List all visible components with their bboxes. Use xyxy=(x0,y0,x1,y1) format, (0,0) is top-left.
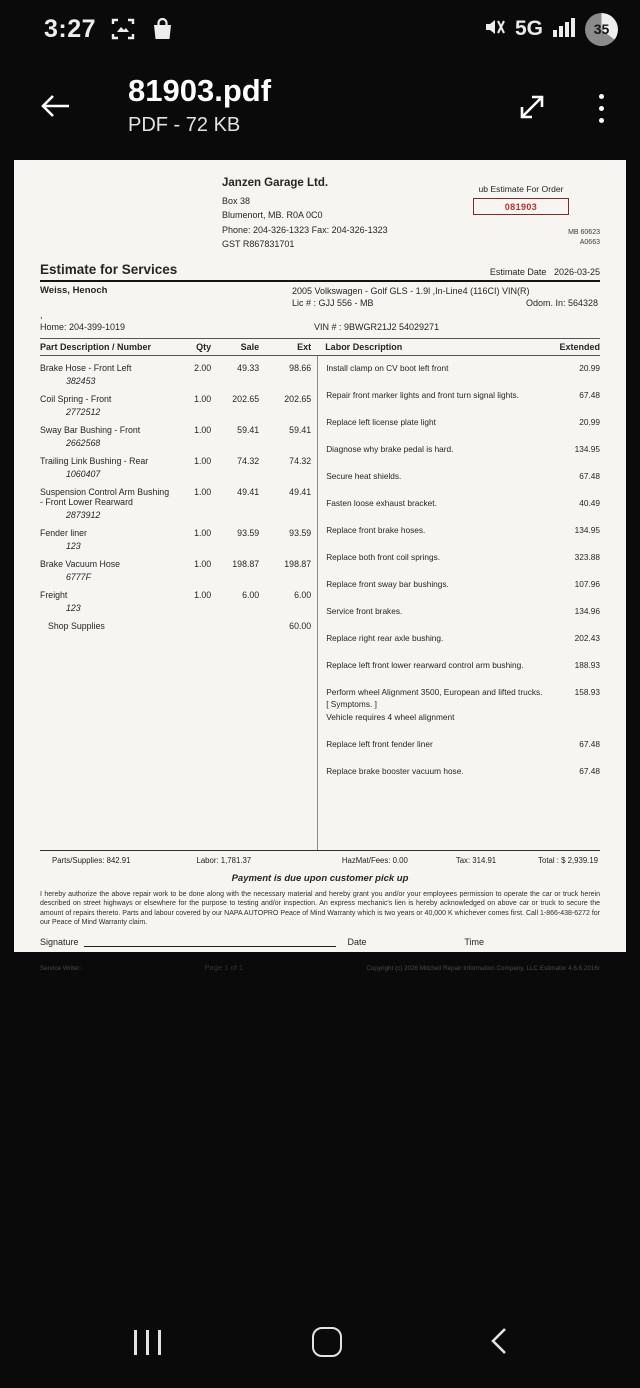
table-body xyxy=(40,356,600,850)
back-arrow-icon xyxy=(39,91,73,121)
pdf-viewer-header xyxy=(0,58,640,158)
part-qty xyxy=(175,621,211,631)
labor-ext: 134.96 xyxy=(574,605,600,616)
part-name: Suspension Control Arm Bushing - Front Lower Rearward xyxy=(40,486,170,507)
part-sale: 59.41 xyxy=(237,424,260,435)
back-button[interactable] xyxy=(36,86,76,126)
labor-desc: Install clamp on CV boot left front xyxy=(326,362,449,373)
col-part-description: Part Description / Number xyxy=(40,341,152,352)
part-name: Freight xyxy=(40,589,68,600)
part-ext: 6.00 xyxy=(294,589,312,600)
recents-icon-bar xyxy=(158,1330,161,1355)
signature-row xyxy=(40,937,600,947)
vehicle-odometer: Odom. In: 564328 xyxy=(525,297,598,308)
labor-desc-text: Perform wheel Alignment 3500, European and lifted trucks. xyxy=(326,686,543,697)
back-chevron-icon xyxy=(486,1325,512,1357)
customer-name: Weiss, Henoch xyxy=(40,284,108,296)
estimate-date xyxy=(490,267,600,277)
expand-icon xyxy=(514,89,550,125)
labor-desc: Repair front marker lights and front turn signal lights. xyxy=(326,389,519,400)
labor-symptoms: [ Symptoms. ] xyxy=(326,699,377,709)
total-tax-label: Tax: xyxy=(455,855,471,865)
grand-total xyxy=(538,856,598,865)
labor-ext: 202.43 xyxy=(574,632,600,643)
dot xyxy=(599,106,604,111)
labor-row xyxy=(318,498,600,509)
garage-name: Janzen Garage Ltd. xyxy=(222,177,329,189)
labor-ext: 67.48 xyxy=(579,389,600,400)
part-name: Shop Supplies xyxy=(48,620,105,631)
labor-desc: Replace front brake hoses. xyxy=(326,524,426,535)
document-title: 81903.pdf xyxy=(128,73,272,108)
copyright-text: Copyright (c) 2026 Mitchell Repair Information Company, LLC Estimator 4.6.6.2016r xyxy=(366,964,600,972)
labor-ext: 40.49 xyxy=(579,497,600,508)
labor-desc: Replace left license plate light xyxy=(326,416,436,427)
labor-ext: 67.48 xyxy=(579,765,600,776)
labor-ext: 67.48 xyxy=(579,470,600,481)
part-name: Coil Spring - Front xyxy=(40,393,112,404)
part-row xyxy=(40,590,317,600)
labor-ext: 134.95 xyxy=(574,443,600,454)
overflow-menu-button[interactable] xyxy=(588,86,614,130)
signature-label: Signature xyxy=(40,936,79,947)
part-sale: 202.65 xyxy=(232,393,260,404)
labor-row xyxy=(318,766,600,777)
grand-total-value: $ 2,939.19 xyxy=(561,855,598,865)
part-sale: 74.32 xyxy=(237,455,260,466)
part-sale: 49.33 xyxy=(237,362,260,373)
labor-row xyxy=(318,739,600,750)
parts-column xyxy=(40,356,318,850)
battery-indicator xyxy=(585,13,618,46)
part-qty: 1.00 xyxy=(194,486,212,497)
part-row xyxy=(40,456,317,466)
part-number: 2873912 xyxy=(66,509,101,520)
order-refs xyxy=(442,228,600,248)
labor-row xyxy=(318,660,600,671)
pdf-page[interactable] xyxy=(14,160,626,972)
part-row xyxy=(40,528,317,538)
part-row xyxy=(40,559,317,569)
customer-address: , xyxy=(40,309,43,320)
labor-note: Vehicle requires 4 wheel alignment xyxy=(326,711,455,722)
total-labor xyxy=(196,856,251,865)
divider xyxy=(40,280,600,282)
labor-row xyxy=(318,552,600,563)
totals-row xyxy=(40,851,600,867)
labor-desc: Diagnose why brake pedal is hard. xyxy=(326,443,454,454)
signature-line xyxy=(84,937,336,947)
part-sale: 49.41 xyxy=(237,486,260,497)
signal-strength-icon xyxy=(552,16,576,43)
col-extended: Extended xyxy=(559,341,600,352)
total-parts xyxy=(52,856,130,865)
customer-info xyxy=(40,285,292,333)
license-odometer-row xyxy=(292,297,600,309)
home-button[interactable] xyxy=(312,1327,342,1357)
total-tax xyxy=(456,856,496,865)
labor-ext: 323.88 xyxy=(574,551,600,562)
col-sale: Sale xyxy=(240,341,260,352)
labor-desc: Replace left front fender liner xyxy=(326,738,433,749)
estimate-date-label: Estimate Date xyxy=(489,266,547,277)
labor-desc xyxy=(318,687,554,723)
total-parts-value: 842.91 xyxy=(106,855,131,865)
part-qty: 1.00 xyxy=(194,393,212,404)
part-sale xyxy=(211,621,259,631)
part-number: 1060407 xyxy=(66,468,101,479)
total-tax-value: 314.91 xyxy=(472,855,497,865)
labor-desc: Secure heat shields. xyxy=(326,470,402,481)
labor-row xyxy=(318,390,600,401)
service-writer-label: Service Writer: xyxy=(40,964,82,972)
labor-desc: Replace left front lower rearward control arm bushing. xyxy=(326,659,524,670)
estimate-document xyxy=(14,160,626,972)
col-qty: Qty xyxy=(196,341,212,352)
part-name: Brake Hose - Front Left xyxy=(40,362,132,373)
part-qty: 1.00 xyxy=(194,589,212,600)
garage-address-line1: Box 38 xyxy=(222,195,251,206)
grand-total-label: Total : xyxy=(538,855,559,865)
part-qty: 1.00 xyxy=(194,558,212,569)
clock: 3:27 xyxy=(44,14,97,43)
mute-icon xyxy=(482,15,506,44)
vehicle-summary: 2005 Volkswagen - Golf GLS - 1.9l ,In-Line4 (116CI) VIN(R) xyxy=(292,285,530,296)
estimate-title: Estimate for Services xyxy=(40,261,178,277)
part-number: 6777F xyxy=(66,571,91,582)
labor-desc: Fasten loose exhaust bracket. xyxy=(326,497,437,508)
customer-vehicle-info xyxy=(40,285,600,333)
labor-ext: 188.93 xyxy=(574,659,600,670)
network-type-label: 5G xyxy=(514,17,543,40)
part-sale: 93.59 xyxy=(237,527,260,538)
vehicle-license: Lic # : GJJ 556 - MB xyxy=(292,297,374,308)
part-qty: 1.00 xyxy=(194,455,212,466)
labor-ext: 20.99 xyxy=(579,416,600,427)
table-header-parts xyxy=(40,342,317,352)
garage-gst: GST R867831701 xyxy=(222,239,295,249)
garage-address-line2: Blumenort, MB. R0A 0C0 xyxy=(222,210,323,220)
labor-row xyxy=(318,633,600,644)
authorization-disclaimer: I hereby authorize the above repair work to be done along with the necessary material and hereby grant you and/or your employees permission to operate the car or truck herein described on street highways or elsewhere for the purpose to testing and/or inspection. An express mechanic's lien is hereby acknowledged on above car or truck to secure the amount of repairs thereto. Parts and labour covered by our NAPA AUTOPRO Peace of Mind Warranty which is two years or 40,000 K whichever comes first. Call 1-866-438-6272 for our Peace of Mind Warranty claim. xyxy=(40,890,600,927)
part-ext: 202.65 xyxy=(284,393,312,404)
part-row xyxy=(40,394,317,404)
labor-desc: Replace brake booster vacuum hose. xyxy=(326,765,464,776)
shopping-bag-icon xyxy=(150,16,175,42)
part-ext: 74.32 xyxy=(289,455,312,466)
vehicle-vin: VIN # : 9BWGR21J2 54029271 xyxy=(314,321,440,332)
order-label: ub Estimate For Order xyxy=(478,184,564,194)
part-name: Trailing Link Bushing - Rear xyxy=(40,455,149,466)
labor-row xyxy=(318,471,600,482)
payment-note: Payment is due upon customer pick up xyxy=(231,872,409,884)
part-row xyxy=(40,487,317,507)
recents-icon xyxy=(134,1330,137,1355)
part-row xyxy=(40,425,317,435)
document-title-block xyxy=(128,74,271,137)
labor-row xyxy=(318,525,600,536)
time-label: Time xyxy=(464,936,484,947)
status-bar xyxy=(0,0,640,58)
order-number-box xyxy=(473,198,569,215)
col-ext: Ext xyxy=(297,341,312,352)
table-header xyxy=(40,338,600,356)
part-ext: 98.66 xyxy=(289,362,312,373)
labor-ext: 67.48 xyxy=(579,738,600,749)
labor-row xyxy=(318,417,600,428)
total-labor-label: Labor: xyxy=(196,855,219,865)
battery-percent: 35 xyxy=(593,21,610,37)
part-sale: 198.87 xyxy=(232,558,260,569)
dot xyxy=(599,94,604,99)
part-number: 2662568 xyxy=(66,437,101,448)
part-row xyxy=(40,363,317,373)
page-number: Page 1 of 1 xyxy=(204,962,244,972)
order-number: 081903 xyxy=(504,201,538,212)
part-name: Fender liner xyxy=(40,527,87,538)
vehicle-info xyxy=(292,285,600,333)
part-ext: 49.41 xyxy=(289,486,312,497)
page-footer xyxy=(40,963,600,972)
open-fullscreen-button[interactable] xyxy=(512,88,552,128)
part-ext: 198.87 xyxy=(284,558,312,569)
labor-ext: 134.95 xyxy=(574,524,600,535)
total-parts-label: Parts/Supplies: xyxy=(52,855,105,865)
total-hazmat xyxy=(342,856,408,865)
order-ref1: MB 60623 xyxy=(568,229,600,236)
labor-desc: Replace front sway bar bushings. xyxy=(326,578,449,589)
part-number: 123 xyxy=(66,540,81,551)
android-nav-bar xyxy=(0,1296,640,1388)
navigate-back-button[interactable] xyxy=(486,1325,512,1360)
labor-row xyxy=(318,444,600,455)
part-row xyxy=(40,621,317,631)
labor-desc: Replace right rear axle bushing. xyxy=(326,632,444,643)
status-bar-right xyxy=(482,13,618,46)
labor-row xyxy=(318,606,600,617)
customer-home-phone: Home: 204-399-1019 xyxy=(40,321,126,332)
part-qty: 1.00 xyxy=(194,527,212,538)
table-header-labor xyxy=(317,342,600,352)
labor-row xyxy=(318,579,600,590)
labor-column xyxy=(318,356,600,850)
dot xyxy=(599,118,604,123)
recents-icon-bar xyxy=(146,1330,149,1355)
recents-button[interactable] xyxy=(128,1324,167,1361)
labor-ext: 158.93 xyxy=(574,686,600,697)
part-number: 123 xyxy=(66,602,81,613)
part-name: Brake Vacuum Hose xyxy=(40,558,121,569)
total-hazmat-value: 0.00 xyxy=(392,855,408,865)
estimate-date-value: 2026-03-25 xyxy=(553,266,600,277)
total-hazmat-label: HazMat/Fees: xyxy=(341,855,391,865)
part-ext: 60.00 xyxy=(289,620,312,631)
screenshot-icon xyxy=(110,16,136,42)
labor-desc: Service front brakes. xyxy=(326,605,403,616)
col-labor-description: Labor Description xyxy=(325,341,403,352)
total-labor-value: 1,781.37 xyxy=(220,855,252,865)
labor-row xyxy=(318,687,600,723)
part-number: 2772512 xyxy=(66,406,101,417)
part-name: Sway Bar Bushing - Front xyxy=(40,424,141,435)
labor-row xyxy=(318,363,600,374)
part-ext: 93.59 xyxy=(289,527,312,538)
estimate-title-row xyxy=(40,262,600,277)
part-qty: 2.00 xyxy=(194,362,212,373)
order-block xyxy=(442,184,600,248)
labor-desc: Replace both front coil springs. xyxy=(326,551,441,562)
part-qty: 1.00 xyxy=(194,424,212,435)
part-ext: 59.41 xyxy=(289,424,312,435)
order-ref2: A0663 xyxy=(579,239,600,246)
labor-ext: 20.99 xyxy=(579,362,600,373)
part-number: 382453 xyxy=(66,375,96,386)
garage-phone-fax: Phone: 204-326-1323 Fax: 204-326-1323 xyxy=(222,224,388,235)
labor-ext: 107.96 xyxy=(574,578,600,589)
date-label: Date xyxy=(347,936,367,947)
document-meta: PDF - 72 KB xyxy=(128,114,241,136)
part-sale: 6.00 xyxy=(242,589,260,600)
